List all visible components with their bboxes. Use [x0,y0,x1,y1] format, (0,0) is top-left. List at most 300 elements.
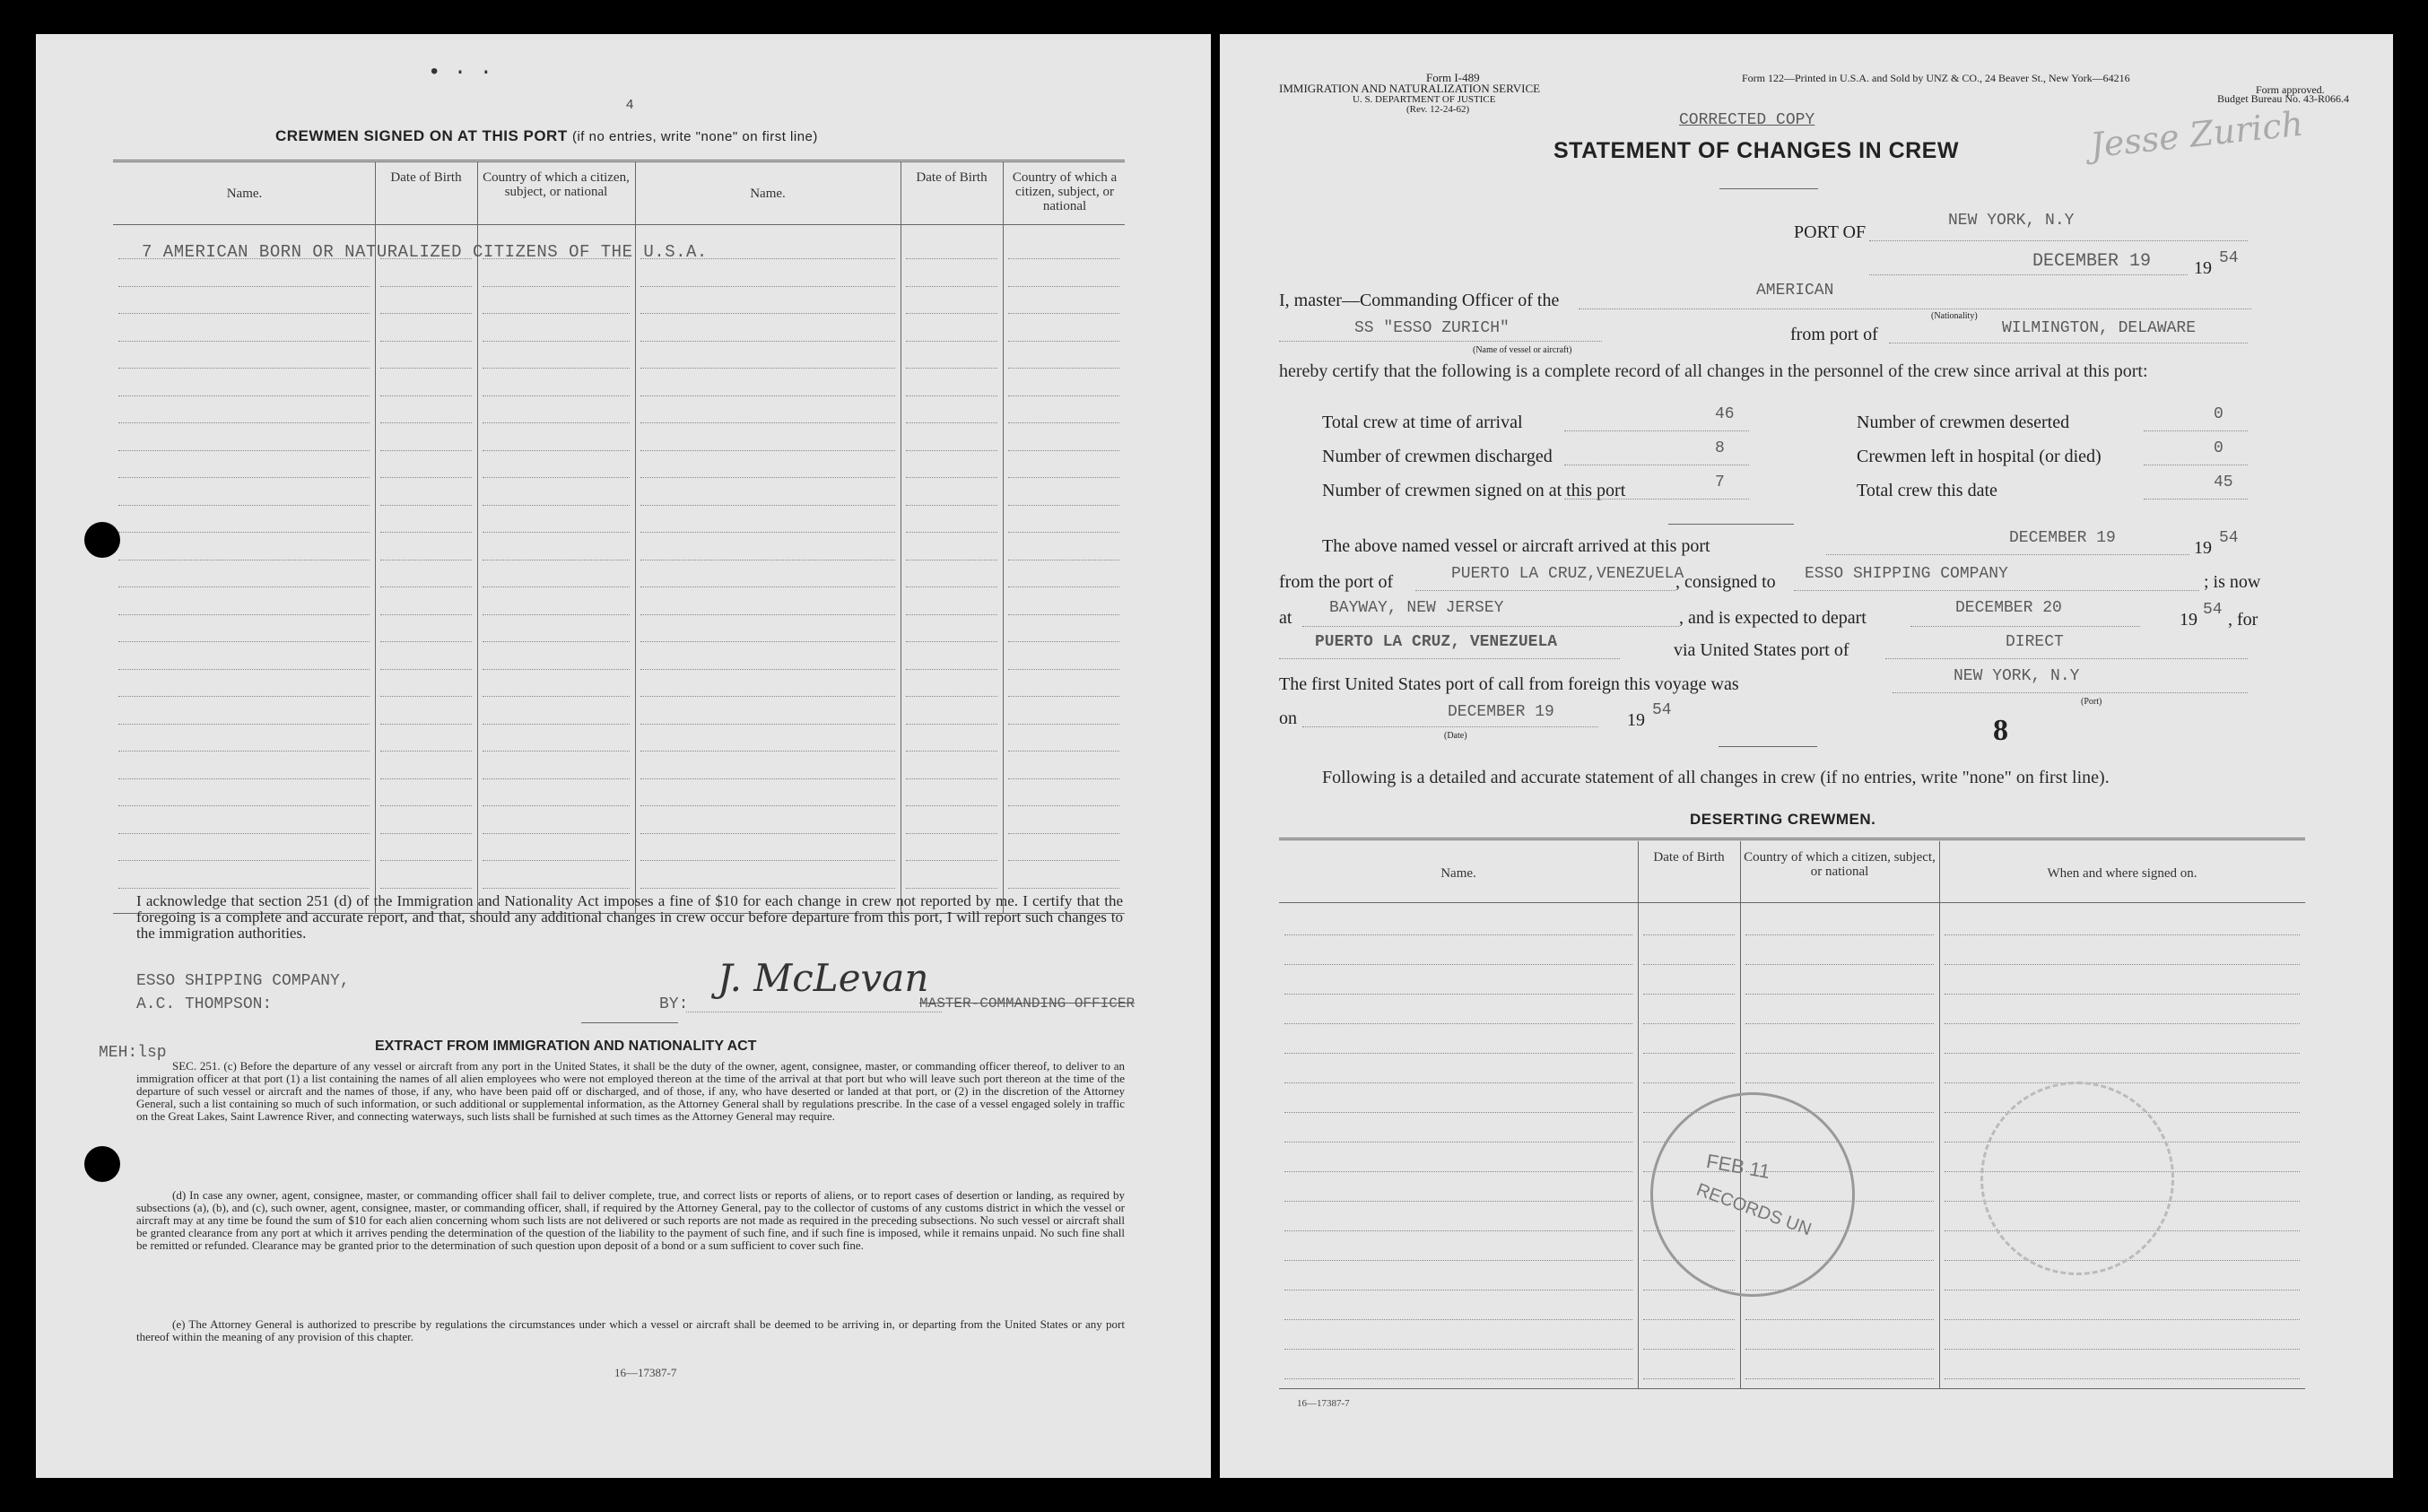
table-row-line [1945,994,2300,995]
section-rule [1719,746,1817,747]
consigned-label: , consigned to [1675,572,1776,592]
table-row-line [118,477,370,478]
table-row-line [906,696,997,697]
table-row-line [640,313,895,314]
table-row-line [1643,1023,1735,1024]
punch-hole [84,522,120,558]
table-row-line [640,532,895,533]
table-row-line [483,641,630,642]
table-top-rule [113,160,1125,162]
on-label: on [1279,708,1297,728]
table-row-line [380,341,472,342]
table-row-line [380,505,472,506]
year-suffix: 54 [2219,249,2239,267]
page-number: 4 [626,97,634,112]
table-row-line [380,860,472,861]
table-row-line [483,313,630,314]
table-row-line [118,614,370,615]
master-line: I, master—Commanding Officer of the [1279,291,1560,310]
on-date-line [1302,726,1598,727]
table-row-line [118,751,370,752]
table-row-line [640,778,895,779]
table-row-line [380,395,472,396]
table-row-line [380,532,472,533]
depart-year-suffix: 54 [2203,601,2223,619]
table-row-line [118,860,370,861]
form-approved: Form approved. [2256,83,2325,96]
table-row-line [380,888,472,889]
table-row-line [1945,1023,2300,1024]
table-row-line [1945,1319,2300,1320]
table-row-line [1643,1053,1735,1054]
table-row-line [1284,1112,1632,1113]
extract-section-d: (d) In case any owner, agent, consignee, master, or commanding officer shall fail to deliver complete, true, and correct lists or reports of aliens, or to report cases of desertion or landing, as required by subsections (a), (b), and (c), such owner, agent, consignee, master, or commanding officer, shall, if required by the Attorney General, pay to the collector of customs of any customs district in which the vessel or aircraft may at any time be found the sum of $10 for each alien concerning whom such lists are not delivered or such reports are not made as required in the preceding subsections. No such vessel or aircraft shall be granted clearance from any port at which it arrives pending the determination of the question of the liability to the payment of such fine, and if such fine is imposed, while it remains unpaid. No such fine shall be remitted or refunded. Clearance may be granted prior to the determination of such question upon deposit of a bond or a sum sufficient to cover such fine. [136,1188,1125,1252]
table-row-line [1643,994,1735,995]
following-text: Following is a detailed and accurate statement of all changes in crew (if no entries, write "none" on first line). [1322,768,2110,787]
port-line [1869,240,2248,241]
col-divider [1939,841,1940,1388]
table-row-line [483,286,630,287]
table-row-line [640,286,895,287]
table-row-line [380,368,472,369]
table-row-line [1284,1201,1632,1202]
table-row-line [640,751,895,752]
acknowledgment-text: I acknowledge that section 251 (d) of the Immigration and Nationality Act imposes a fine of $10 for each change in crew not reported by me. I certify that the foregoing is a complete and accurate report, and that, should any additional changes in crew occur before departure from this port, I will report such changes to the immigration authorities. [136,892,1123,942]
right-footer-code: 16—17387-7 [1297,1398,1350,1409]
col-header-dob: Date of Birth [390,170,462,185]
table-row-line [640,422,895,423]
table-row-line [1008,724,1119,725]
table-row-line [1008,614,1119,615]
company-line-2: A.C. THOMPSON: [136,995,273,1013]
table-row-line [1284,1260,1632,1261]
table-row-line [483,477,630,478]
corrected-copy: CORRECTED COPY [1679,111,1815,129]
table-row-line [483,696,630,697]
table-row-line [1008,258,1119,259]
table-row-line [1284,1349,1632,1350]
stat-value: 45 [2214,474,2233,491]
table-row-line [640,368,895,369]
signature: J. McLevan [718,956,929,1000]
table-row-line [1008,751,1119,752]
stats-rule [1668,524,1794,525]
table-row-line [1284,1023,1632,1024]
col-divider [375,162,376,914]
table-row-line [906,805,997,806]
table-row-line [640,669,895,670]
table-row-line [1284,994,1632,995]
arrived-line [1826,554,2189,555]
table-row-line [906,751,997,752]
table-row-line [1643,964,1735,965]
deserting-header-rule [1279,902,2305,903]
col-divider [1638,841,1639,1388]
table-row-line [1745,1053,1934,1054]
table-row-line [483,614,630,615]
table-row-line [118,532,370,533]
table-row-line [1008,860,1119,861]
table-row-line [1643,1378,1735,1379]
table-row-line [1945,1349,2300,1350]
table-row-line [380,833,472,834]
deserting-table-bottom [1279,1388,2305,1389]
extract-section-c: SEC. 251. (c) Before the departure of any vessel or aircraft from any port in the United States, it shall be the duty of the owner, agent, consignee, master, or commanding officer thereof, to deliver to an immigration officer at that port (1) a list containing the names of all alien employees who were not employed thereon at the time of the arrival at that port but who will leave such port thereon at the time of the departure of such vessel or aircraft and the names of those, if any, who have been paid off or discharged, and of those, if any, who have deserted or landed at that port, or (2) in the discretion of the Attorney General, such a list containing so much of such information, or such additional or supplemental information, as the Attorney General shall by regulations prescribe. In the case of a vessel engaged solely in traffic on the Great Lakes, Saint Lawrence River, and connecting waterways, such lists shall be furnished at such times as the Attorney General may require. [136,1059,1125,1123]
table-row-line [640,505,895,506]
table-row-line [118,833,370,834]
table-row-line [1745,934,1934,935]
table-row-line [906,450,997,451]
table-row-line [906,669,997,670]
table-row-line [1643,934,1735,935]
depart-year-prefix: 19 [2180,610,2197,630]
table-row-line [906,395,997,396]
table-row-line [640,641,895,642]
table-row-line [118,669,370,670]
table-row-line [1008,395,1119,396]
col-header-country-2: Country of which a citizen, subject, or national [1012,170,1118,213]
stat-value: 7 [1715,474,1725,491]
table-row-line [1008,341,1119,342]
table-row-line [380,450,472,451]
table-row-line [118,368,370,369]
arrived-year-prefix: 19 [2194,538,2212,558]
nationality-value: AMERICAN [1756,282,1834,300]
table-row-line [640,395,895,396]
table-row-line [906,614,997,615]
from-port-label: from port of [1790,325,1878,344]
table-row-line [483,669,630,670]
agency: IMMIGRATION AND NATURALIZATION SERVICE [1279,82,1541,95]
table-row-line [1008,450,1119,451]
date-value: DECEMBER 19 [2032,251,2152,272]
printer-note: Form 122—Printed in U.S.A. and Sold by UNZ & CO., 24 Beaver St., New York—64216 [1742,72,2130,84]
is-now-label: ; is now [2204,572,2261,592]
table-row-line [118,641,370,642]
first-port-text: The first United States port of call from foreign this voyage was [1279,674,1739,694]
stat-value: 0 [2214,405,2223,423]
table-row-line [1284,934,1632,935]
table-row-line [1008,805,1119,806]
on-year-prefix: 19 [1627,710,1645,730]
extract-title: EXTRACT FROM IMMIGRATION AND NATIONALITY ACT [375,1038,757,1054]
from-port-value: WILMINGTON, DELAWARE [2002,319,2197,337]
table-row-line [906,888,997,889]
first-port-value: NEW YORK, N.Y [1954,667,2080,685]
depart-line [1910,626,2140,627]
stat-value: 0 [2214,439,2223,457]
table-row-line [1745,1378,1934,1379]
budget-bureau: Budget Bureau No. 43-R066.4 [2217,92,2349,105]
first-port-line [1893,692,2248,693]
table-row-line [1008,696,1119,697]
table-row-line [640,696,895,697]
col-divider [1003,162,1004,914]
location-line [1302,626,1679,627]
destination: PUERTO LA CRUZ, VENEZUELA [1315,633,1558,651]
stat-value: 8 [1715,439,1725,457]
table-row-line [483,724,630,725]
via-label: via United States port of [1674,640,1849,660]
stat-label: Crewmen left in hospital (or died) [1857,447,2102,466]
table-row-line [640,888,895,889]
table-row-line [483,505,630,506]
table-row-line [483,341,630,342]
table-row-line [906,724,997,725]
table-row-line [483,860,630,861]
table-row-line [1008,477,1119,478]
nationality-label: (Nationality) [1931,311,1978,321]
table-row-line [1284,1378,1632,1379]
table-row-line [640,450,895,451]
table-row-line [640,258,895,259]
table-row-line [1284,1319,1632,1320]
table-row-line [1643,1082,1735,1083]
col-header-dob-2: Date of Birth [916,170,988,185]
table-row-line [483,532,630,533]
origin-line [1415,590,1675,591]
table-row-line [1008,313,1119,314]
vessel-value: SS "ESSO ZURICH" [1354,319,1510,337]
desert-col-when-where: When and where signed on. [2047,866,2197,881]
table-row-line [118,286,370,287]
records-stamp [1650,1092,1855,1297]
table-row-line [483,368,630,369]
revision: (Rev. 12-24-62) [1406,104,1470,115]
date-line [1869,274,2188,275]
for-label: , for [2228,610,2258,630]
table-row-line [1284,964,1632,965]
current-location: BAYWAY, NEW JERSEY [1329,599,1504,617]
faded-stamp [1980,1082,2174,1275]
table-row-line [1745,964,1934,965]
vessel-line [1279,341,1602,342]
via-value: DIRECT [2006,633,2064,651]
table-row-line [640,805,895,806]
consignee: ESSO SHIPPING COMPANY [1805,565,2008,583]
stat-line [1564,499,1749,500]
table-row-line [380,286,472,287]
table-row-line [483,751,630,752]
col-divider [477,162,478,914]
short-rule [581,1022,678,1023]
table-row-line [483,888,630,889]
table-row-line [1008,888,1119,889]
table-row-line [1945,1082,2300,1083]
table-row-line [483,422,630,423]
table-row-line [906,258,997,259]
table-row-line [483,778,630,779]
at-label: at [1279,608,1292,628]
table-row-line [906,477,997,478]
deserting-title: DESERTING CREWMEN. [1690,811,1876,828]
col-header-name: Name. [226,187,263,201]
year-prefix: 19 [2194,258,2212,278]
desert-col-dob: Date of Birth [1653,850,1725,865]
table-row-line [1284,1053,1632,1054]
initials: MEH:lsp [99,1044,167,1062]
table-row-line [483,258,630,259]
date-small-label: (Date) [1444,731,1467,741]
table-row-line [640,860,895,861]
table-row-line [380,641,472,642]
form-title: STATEMENT OF CHANGES IN CREW [1553,138,1959,163]
table-row-line [640,477,895,478]
table-row-line [1008,368,1119,369]
table-row-line [1008,669,1119,670]
stat-line [2144,430,2248,431]
stat-value: 46 [1715,405,1735,423]
table-row-line [1284,1171,1632,1172]
punch-hole [84,1146,120,1182]
table-row-line [380,724,472,725]
table-row-line [118,724,370,725]
port-label: PORT OF [1794,222,1867,242]
origin-port: PUERTO LA CRUZ,VENEZUELA [1451,565,1684,583]
heading-note: (if no entries, write "none" on first line) [571,129,818,144]
table-row-line [1008,778,1119,779]
table-row-line [640,833,895,834]
handwritten-note: Jesse Zurich [2088,103,2305,166]
table-row-line [1008,641,1119,642]
table-row-line [906,313,997,314]
vessel-label: (Name of vessel or aircraft) [1473,345,1572,355]
table-row-line [1745,1082,1934,1083]
col-header-name-2: Name. [750,187,786,201]
table-row-line [1745,1319,1934,1320]
deserting-table-top [1279,838,2305,840]
table-row-line [483,805,630,806]
table-row-line [118,395,370,396]
stat-line [1564,430,1749,431]
stat-label: Number of crewmen deserted [1857,413,2070,432]
destination-line [1279,658,1620,659]
form-number: Form I-489 [1426,71,1480,84]
stat-label: Number of crewmen discharged [1322,447,1553,466]
table-row-line [906,532,997,533]
expected-label: , and is expected to depart [1679,608,1867,628]
stamp-text: RECORDS UN [1693,1179,1814,1240]
table-row-line [118,313,370,314]
table-row-line [118,778,370,779]
table-row-line [380,669,472,670]
desert-col-name: Name. [1440,866,1476,881]
table-row-line [1008,422,1119,423]
table-row-line [906,833,997,834]
table-row-line [906,641,997,642]
by-label: BY: [659,995,689,1013]
company-line-1: ESSO SHIPPING COMPANY, [136,972,350,990]
table-row-line [118,505,370,506]
table-row-line [906,422,997,423]
table-row-line [906,341,997,342]
page-mark-dots: • · · [428,61,493,85]
table-row-line [118,341,370,342]
table-row-line [380,258,472,259]
table-row-line [1745,1349,1934,1350]
table-row-line [118,450,370,451]
table-row-line [380,696,472,697]
table-row-line [906,860,997,861]
table-row-line [380,313,472,314]
table-row-line [380,477,472,478]
depart-date: DECEMBER 20 [1955,599,2062,617]
table-row-line [118,696,370,697]
table-row-line [1008,286,1119,287]
stat-line [2144,499,2248,500]
table-row-line [640,614,895,615]
table-row-line [1008,833,1119,834]
table-row-line [1643,1349,1735,1350]
table-row-line [380,778,472,779]
table-row-line [118,422,370,423]
left-footer-code: 16—17387-7 [614,1366,677,1379]
crewmen-signed-heading [275,127,818,145]
nationality-line [1579,308,2251,309]
crew-entry: 7 AMERICAN BORN OR NATURALIZED CITIZENS OF THE U.S.A. [142,242,708,262]
table-row-line [1284,1230,1632,1231]
table-row-line [1745,994,1934,995]
stat-label: Total crew at time of arrival [1322,413,1523,432]
table-row-line [906,505,997,506]
stamp-date: FEB 11 [1704,1149,1772,1184]
right-page [1220,34,2393,1478]
table-row-line [118,805,370,806]
table-row-line [906,368,997,369]
table-row-line [483,450,630,451]
table-row-line [483,395,630,396]
master-label: MASTER-COMMANDING OFFICER [919,995,1136,1012]
table-row-line [118,258,370,259]
table-header-rule [113,224,1125,225]
table-row-line [906,286,997,287]
table-row-line [1945,1053,2300,1054]
extract-section-e: (e) The Attorney General is authorized to prescribe by regulations the circumstances under which a vessel or aircraft shall be deemed to be arriving in, or departing from the United States or any port thereof within the meaning of any provision of this chapter. [136,1317,1125,1343]
col-divider [635,162,636,914]
arrived-date: DECEMBER 19 [2009,529,2116,547]
on-year-suffix: 54 [1652,701,1672,719]
certify-text: hereby certify that the following is a complete record of all changes in the personnel of the crew since arrival at this port: [1279,361,2148,381]
via-line [1885,658,2248,659]
arrived-year-suffix: 54 [2219,529,2239,547]
table-row-line [640,724,895,725]
table-row-line [1945,964,2300,965]
on-date: DECEMBER 19 [1448,703,1554,721]
heading-text: CREWMEN SIGNED ON AT THIS PORT [275,127,568,144]
desert-col-country: Country of which a citizen, subject, or national [1744,850,1936,879]
stat-label: Number of crewmen signed on at this port [1322,481,1626,500]
from-the-port-label: from the port of [1279,572,1394,592]
left-page [36,34,1211,1478]
table-row-line [1643,1319,1735,1320]
table-row-line [380,751,472,752]
title-rule [1719,188,1818,189]
table-row-line [640,341,895,342]
table-row-line [380,422,472,423]
table-row-line [483,833,630,834]
table-row-line [1284,1142,1632,1143]
stat-label: Total crew this date [1857,481,1997,500]
table-row-line [1945,1378,2300,1379]
table-row-line [1008,532,1119,533]
col-header-country: Country of which a citizen, subject, or national [483,170,630,199]
table-row-line [1745,1023,1934,1024]
department: U. S. DEPARTMENT OF JUSTICE [1353,94,1496,105]
table-row-line [118,888,370,889]
port-value: NEW YORK, N.Y [1948,212,2075,230]
page-mark: 8 [1993,714,2008,747]
table-row-line [1945,934,2300,935]
